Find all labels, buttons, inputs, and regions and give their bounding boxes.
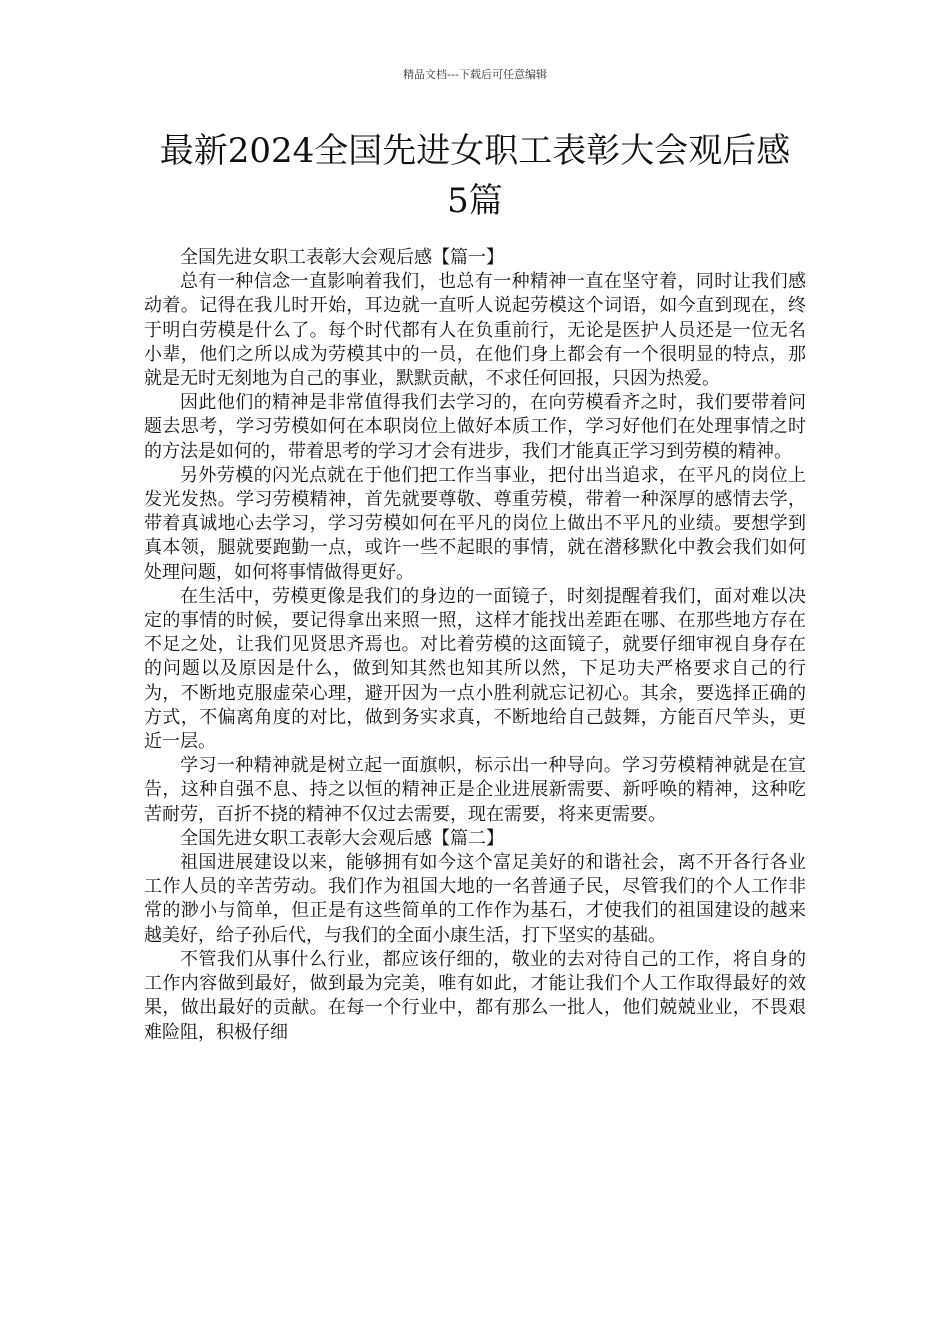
header-note: 精品文档---下载后可任意编辑 [403,68,547,81]
document-body [144,246,806,1045]
paragraph: 不管我们从事什么行业，都应该仔细的，敬业的去对待自己的工作，将自身的工作内容做到最好，做到最为完美，唯有如此，才能让我们个人工作取得最好的效果，做出最好的贡献。在每一个行业中，都有那么一批人，他们兢兢业业，不畏艰难险阻，积极仔细 [144,948,806,1043]
document-title: 最新2024全国先进女职工表彰大会观后感5篇 [159,131,791,221]
paragraph: 总有一种信念一直影响着我们，也总有一种精神一直在坚守着，同时让我们感动着。记得在我儿时开始，耳边就一直听人说起劳模这个词语，如今直到现在，终于明白劳模是什么了。每个时代都有人在负重前行，无论是医护人员还是一位无名小辈，他们之所以成为劳模其中的一员，在他们身上都会有一个很明显的特点，那就是无时无刻地为自己的事业，默默贡献，不求任何回报，只因为热爱。 [144,271,806,390]
section-heading-1: 全国先进女职工表彰大会观后感【篇一】 [180,247,504,268]
paragraph: 另外劳模的闪光点就在于他们把工作当事业，把付出当追求，在平凡的岗位上发光发热。学习劳模精神，首先就要尊敬、尊重劳模，带着一种深厚的感情去学，带着真诚地心去学习，学习劳模如何在平凡的岗位上做出不平凡的业绩。要想学到真本领，腿就要跑勤一点，或许一些不起眼的事情，就在潜移默化中教会我们如何处理问题，如何将事情做得更好。 [144,464,806,583]
paragraph: 在生活中，劳模更像是我们的身边的一面镜子，时刻提醒着我们，面对难以决定的事情的时候，要记得拿出来照一照，这样才能找出差距在哪、在那些地方存在不足之处，让我们见贤思齐焉也。对比着劳模的这面镜子，就要仔细审视自身存在的问题以及原因是什么，做到知其然也知其所以然，下足功夫严格要求自己的行为，不断地克服虚荣心理，避开因为一点小胜利就忘记初心。其余，要选择正确的方式，不偏离角度的对比，做到务实求真，不断地给自己鼓舞，方能百尺竿头，更近一层。 [144,585,806,753]
paragraph: 学习一种精神就是树立起一面旗帜，标示出一种导向。学习劳模精神就是在宣告，这种自强不息、持之以恒的精神正是企业进展新需要、新呼唤的精神，这种吃苦耐劳，百折不挠的精神不仅过去需要，现在需要，将来更需要。 [144,755,806,825]
paragraph: 因此他们的精神是非常值得我们去学习的，在向劳模看齐之时，我们要带着问题去思考，学习劳模如何在本职岗位上做好本质工作，学习好他们在处理事情之时的方法是如何的，带着思考的学习才会有进步，我们才能真正学习到劳模的精神。 [144,392,806,462]
section-heading-2: 全国先进女职工表彰大会观后感【篇二】 [180,827,504,849]
paragraph: 祖国进展建设以来，能够拥有如今这个富足美好的和谐社会，离不开各行各业工作人员的辛苦劳动。我们作为祖国大地的一名普通子民，尽管我们的个人工作非常的渺小与简单，但正是有这些简单的工作作为基石，才使我们的祖国建设的越来越美好，给子孙后代，与我们的全面小康生活，打下坚实的基础。 [144,852,806,946]
